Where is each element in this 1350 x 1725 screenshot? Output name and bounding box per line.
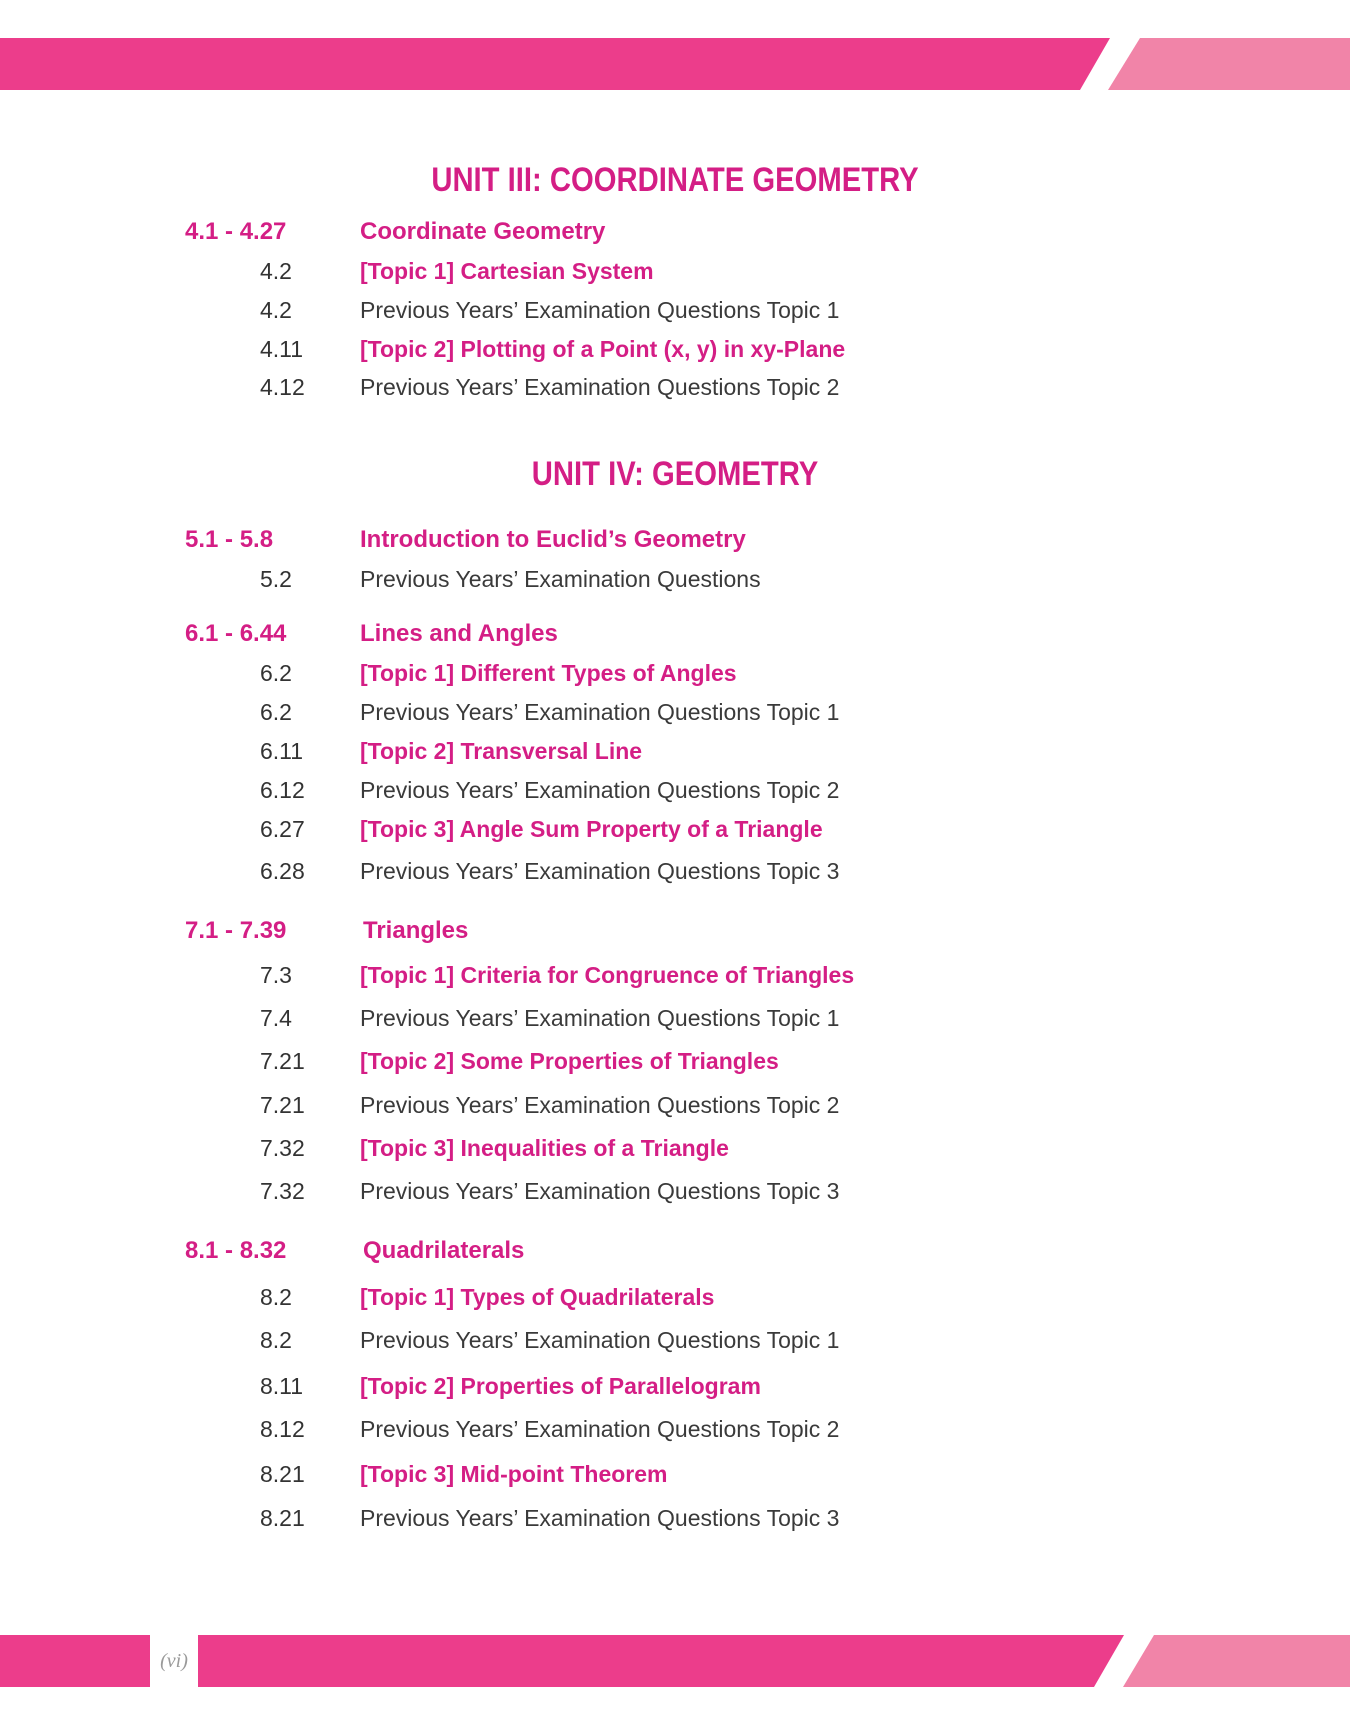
unit-heading: UNIT IV: GEOMETRY [531,455,819,493]
entry-page: 6.28 [260,858,305,884]
bottom-banner [0,1635,1350,1687]
entry-page: 4.11 [260,336,304,362]
entry-page: 7.21 [260,1048,305,1074]
entry-title: Previous Years’ Examination Questions Topic 1 [360,699,840,725]
entry-page: 6.27 [260,816,305,842]
entry-page: 7.3 [260,962,292,988]
entry-page: 7.32 [260,1178,305,1204]
entry-page: 5.2 [260,566,292,592]
entry-title: [Topic 3] Inequalities of a Triangle [360,1135,729,1161]
entry-page: 7.32 [260,1135,305,1161]
bottom-banner-left-stripe [0,1635,150,1687]
bottom-banner-main-stripe [198,1635,1124,1687]
entry-title: [Topic 2] Plotting of a Point (x, y) in xy-Plane [360,336,846,362]
entry-title: [Topic 2] Transversal Line [360,738,643,764]
entry-title: Previous Years’ Examination Questions Topic 2 [360,374,840,400]
entry-page: 6.2 [260,660,292,686]
entry-page: 8.11 [260,1373,304,1399]
entry-page: 7.21 [260,1092,305,1118]
entry-page: 8.2 [260,1327,292,1353]
page-number: (vi) [160,1650,188,1672]
chapter-title: Quadrilaterals [363,1237,525,1264]
entry-title: [Topic 2] Some Properties of Triangles [360,1048,779,1074]
entry-title: [Topic 3] Angle Sum Property of a Triangle [360,816,823,842]
entry-title: Previous Years’ Examination Questions Topic 2 [360,777,840,803]
entry-title: Previous Years’ Examination Questions Topic 3 [360,1178,840,1204]
chapter-title: Triangles [363,917,469,944]
entry-title: Previous Years’ Examination Questions [360,566,761,592]
entry-page: 8.2 [260,1284,292,1310]
entry-title: Previous Years’ Examination Questions Topic 2 [360,1416,840,1442]
entry-page: 7.4 [260,1005,292,1031]
entry-page: 4.2 [260,258,292,284]
entry-title: [Topic 3] Mid-point Theorem [360,1461,668,1487]
bottom-banner-accent-stripe [1123,1635,1350,1687]
chapter-page-range: 7.1 - 7.39 [185,917,287,944]
entry-page: 8.21 [260,1461,305,1487]
entry-title: Previous Years’ Examination Questions Topic 3 [360,858,840,884]
entry-page: 6.12 [260,777,305,803]
chapter-page-range: 6.1 - 6.44 [185,620,287,647]
entry-page: 4.2 [260,297,292,323]
entry-title: Previous Years’ Examination Questions Topic 2 [360,1092,840,1118]
unit-heading: UNIT III: COORDINATE GEOMETRY [431,161,919,199]
chapter-title: Introduction to Euclid’s Geometry [360,526,746,553]
entry-title: [Topic 1] Types of Quadrilaterals [360,1284,715,1310]
entry-title: Previous Years’ Examination Questions Topic 1 [360,297,840,323]
entry-title: [Topic 1] Different Types of Angles [360,660,737,686]
entry-page: 8.12 [260,1416,305,1442]
entry-title: Previous Years’ Examination Questions Topic 3 [360,1505,840,1531]
entry-page: 6.11 [260,738,304,764]
entry-title: [Topic 2] Properties of Parallelogram [360,1373,761,1399]
chapter-page-range: 5.1 - 5.8 [185,526,274,553]
bottom-banner-graphic [0,1635,1350,1687]
chapter-title: Coordinate Geometry [360,218,606,245]
entry-title: Previous Years’ Examination Questions Topic 1 [360,1327,840,1353]
entry-page: 8.21 [260,1505,305,1531]
entry-title: [Topic 1] Criteria for Congruence of Triangles [360,962,855,988]
chapter-page-range: 4.1 - 4.27 [185,218,287,245]
entry-title: [Topic 1] Cartesian System [360,258,654,284]
entry-title: Previous Years’ Examination Questions Topic 1 [360,1005,840,1031]
entry-page: 4.12 [260,374,305,400]
chapter-page-range: 8.1 - 8.32 [185,1237,287,1264]
chapter-title: Lines and Angles [360,620,558,647]
entry-page: 6.2 [260,699,292,725]
